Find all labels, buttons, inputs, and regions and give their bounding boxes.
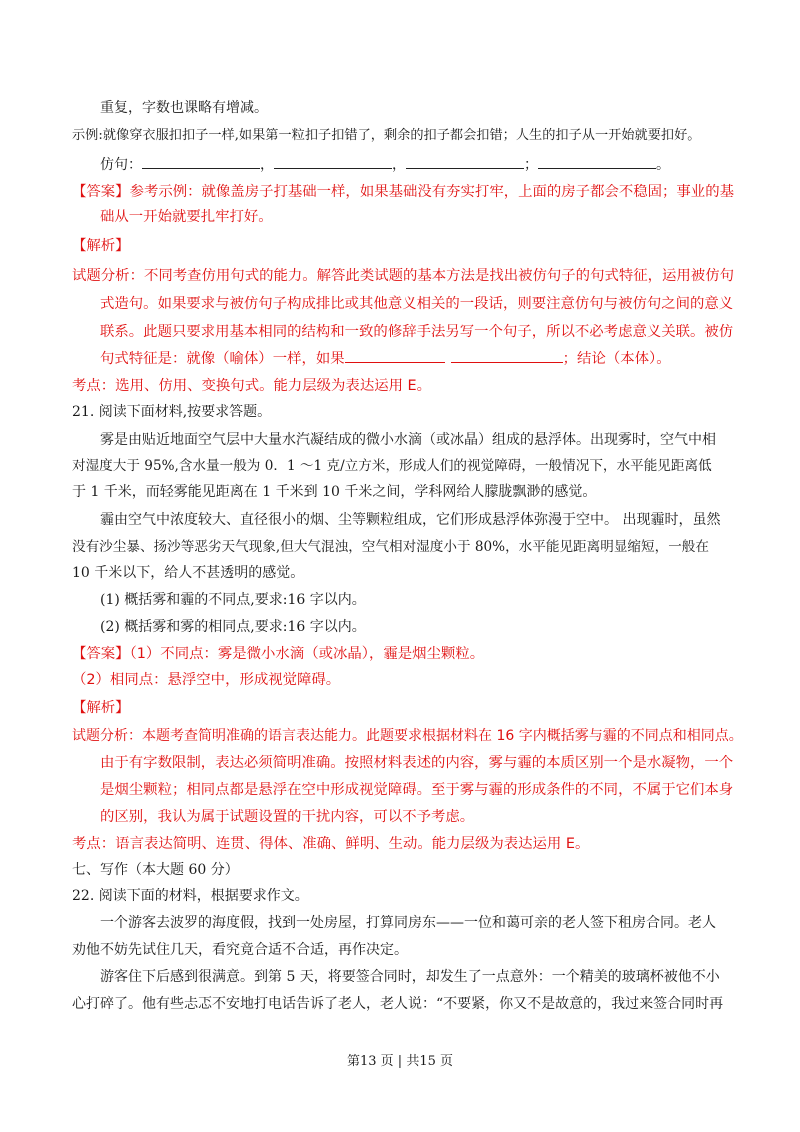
- text-line: 重复，字数也课略有增减。: [100, 100, 268, 116]
- passage-text: 雾是由贴近地面空气层中大量水汽凝结成的微小水滴（或冰晶）组成的悬浮体。出现雾时，空气中相: [100, 432, 716, 448]
- analysis-fragment: ；结论（本体）。: [562, 351, 671, 367]
- answer-blank: [451, 348, 563, 363]
- knowledge-point: 考点：语言表达简明、连贯、得体、准确、鲜明、生动。能力层级为表达运用 E。: [72, 836, 590, 852]
- imitation-label: 仿句：: [100, 157, 142, 173]
- analysis-text: 联系。此题只要求用基本相同的结构和一致的修辞手法另写一个句子，所以不必考虑意义关联。被仿: [100, 324, 734, 340]
- analysis-text: 式造句。如果要求与被仿句子构成排比或其他意义相关的一段话，则要注意仿句与被仿句之间的意义: [100, 296, 734, 312]
- answer-text: （2）相同点：悬浮空中，形成视觉障碍。: [72, 672, 341, 688]
- analysis-text: 试题分析：不同考查仿用句式的能力。解答此类试题的基本方法是找出被仿句子的句式特征，运用被仿句: [72, 268, 734, 284]
- passage-text: 没有沙尘暴、扬沙等恶劣天气现象,但大气混浊，空气相对湿度小于 80%，水平能见距离明显缩短，一般在: [72, 539, 709, 555]
- imitation-line: [100, 154, 670, 175]
- answer-blank: [345, 348, 445, 363]
- answer-text: 【答案】（1）不同点：雾是微小水滴（或冰晶），霾是烟尘颗粒。: [72, 646, 485, 662]
- analysis-text: 是烟尘颗粒；相同点都是悬浮在空中形成视觉障碍。至于雾与霾的形成条件的不同，不属于它们本身: [100, 782, 734, 798]
- analysis-heading: 【解析】: [72, 700, 130, 716]
- question-heading: 21. 阅读下面材料,按要求答题。: [72, 404, 272, 420]
- analysis-fragment: 句式特征是：就像（喻体）一样，如果: [100, 351, 345, 367]
- analysis-heading: 【解析】: [72, 238, 130, 254]
- analysis-text: 试题分析：本题考查简明准确的语言表达能力。此题要求根据材料在 16 字内概括雾与霾的不同点和相同点。: [72, 728, 743, 744]
- answer-blank: [406, 154, 524, 169]
- analysis-text: 由于有字数限制，表达必须简明准确。按照材料表述的内容，雾与霾的本质区别一个是水凝物，一个: [100, 755, 734, 771]
- knowledge-point: 考点：选用、仿用、变换句式。能力层级为表达运用 E。: [72, 378, 432, 394]
- page-footer: 第13 页 | 共15 页: [347, 1054, 453, 1069]
- passage-text: 心打碎了。他有些忐忑不安地打电话告诉了老人，老人说：“不要紧，你又不是故意的，我过来签合同时再: [72, 996, 724, 1012]
- passage-text: 对湿度大于 95%,含水量一般为 0．1 ～1 克/立方米，形成人们的视觉障碍，一般情况下，水平能见距离低: [72, 458, 712, 474]
- answer-text: 础从一开始就要扎牢打好。: [100, 209, 273, 225]
- answer-blank: [274, 154, 392, 169]
- passage-text: 于 1 千米，而轻雾能见距离在 1 千米到 10 千米之间，学科网给人朦胧飘渺的感觉。: [72, 484, 597, 500]
- passage-text: 劝他不妨先试住几天，看究竟合适不合适，再作决定。: [72, 942, 408, 958]
- answer-blank: [142, 154, 260, 169]
- answer-text: 【答案】参考示例：就像盖房子打基础一样，如果基础没有夯实打牢，上面的房子都会不稳固；事业的基: [72, 184, 734, 200]
- sub-question: (1) 概括雾和霾的不同点,要求:16 字以内。: [100, 592, 366, 608]
- section-heading: 七、写作（本大题 60 分）: [72, 862, 239, 878]
- passage-text: 10 千米以下，给人不甚透明的感觉。: [72, 565, 305, 581]
- separator: ；: [524, 157, 538, 173]
- analysis-text: [100, 348, 671, 369]
- separator: ，: [392, 157, 406, 173]
- answer-blank: [538, 154, 656, 169]
- passage-text: 霾由空气中浓度较大、直径很小的烟、尘等颗粒组成，它们形成悬浮体弥漫于空中。 出现霾时，虽然: [100, 512, 721, 528]
- separator: ，: [260, 157, 274, 173]
- question-heading: 22. 阅读下面的材料，根据要求作文。: [72, 888, 309, 904]
- passage-text: 游客住下后感到很满意。到第 5 天，将要签合同时，却发生了一点意外：一个精美的玻璃杯被他不小: [100, 969, 720, 985]
- text-line: 示例:就像穿衣服扣扣子一样,如果第一粒扣子扣错了，剩余的扣子都会扣错；人生的扣子从一开始就要扣好。: [72, 128, 701, 143]
- separator: 。: [656, 157, 670, 173]
- sub-question: (2) 概括雾和雾的相同点,要求:16 字以内。: [100, 619, 366, 635]
- analysis-text: 的区别，我认为属于试题设置的干扰内容，可以不予考虑。: [100, 809, 475, 825]
- passage-text: 一个游客去波罗的海度假，找到一处房屋，打算同房东——一位和蔼可亲的老人签下租房合同。老人: [100, 915, 716, 931]
